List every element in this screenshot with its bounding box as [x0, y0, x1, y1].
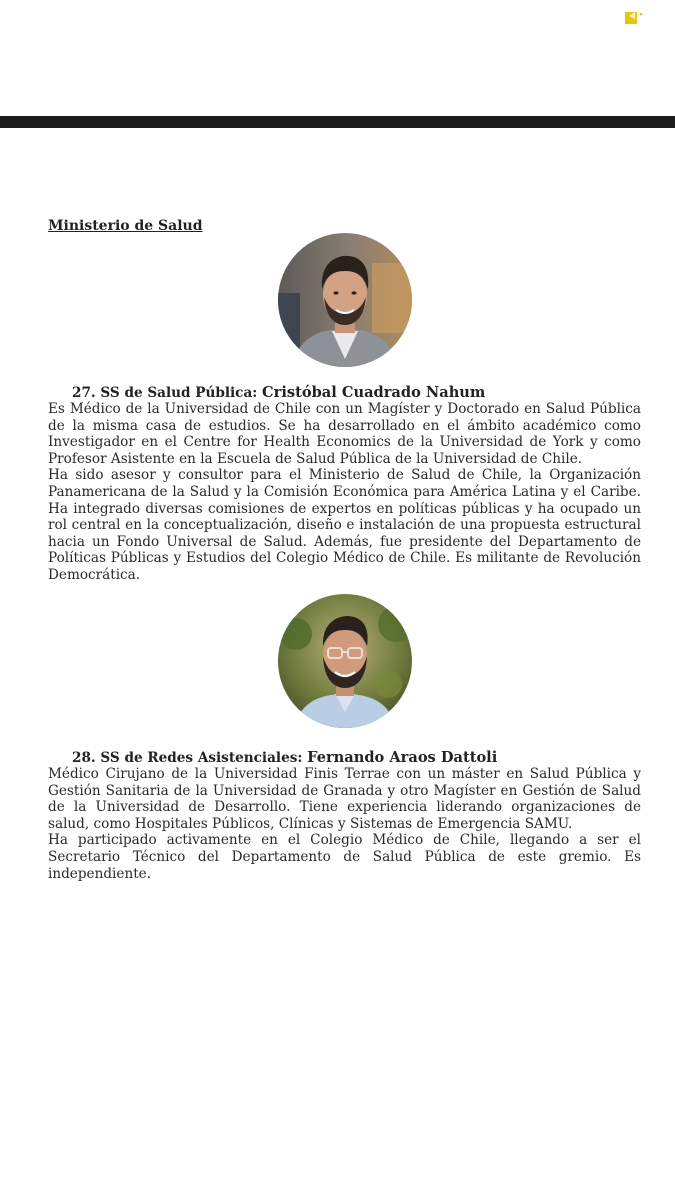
person-bio-2 — [48, 766, 641, 882]
section-title: Ministerio de Salud — [48, 218, 203, 234]
person-heading-1 — [72, 384, 485, 401]
header-divider-band — [0, 116, 675, 128]
portrait-photo-1 — [278, 233, 412, 367]
bio-paragraph: Ha participado activamente en el Colegio Médico de Chile, llegando a ser el Secretario Técnico del Departamento de Salud Pública de este gremio. Es independiente. — [48, 832, 641, 882]
bio-paragraph: Ha sido asesor y consultor para el Ministerio de Salud de Chile, la Organización Panamericana de la Salud y la Comisión Económica para América Latina y el Caribe. Ha integrado diversas comisiones de expertos en políticas públicas y ha ocupado un rol central en la conceptualización, diseño e instalación de una propuesta estructural hacia un Fondo Universal de Salud. Además, fue presidente del Departamento de Políticas Públicas y Estudios del Colegio Médico de Chile. Es militante de Revolución Democrática. — [48, 467, 641, 583]
person-heading-2 — [72, 749, 497, 766]
bio-paragraph: Es Médico de la Universidad de Chile con un Magíster y Doctorado en Salud Pública de la misma casa de estudios. Se ha desarrollado en el ámbito académico como Investigador en el Centre for Health Economics de la Universidad de York y como Profesor Asistente en la Escuela de Salud Pública de la Universidad de Chile. — [48, 401, 641, 467]
bio-paragraph: Médico Cirujano de la Universidad Finis Terrae con un máster en Salud Pública y Gestión Sanitaria de la Universidad de Granada y otro Magíster en Gestión de Salud de la Universidad de Desarrollo. Tiene experiencia liderando organizaciones de salud, como Hospitales Públicos, Clínicas y Sistemas de Emergencia SAMU. — [48, 766, 641, 832]
portrait-photo-2 — [278, 594, 412, 728]
person-role-2: 28. SS de Redes Asistenciales: — [72, 750, 308, 766]
person-bio-1 — [48, 401, 641, 584]
person-role-1: 27. SS de Salud Pública: — [72, 385, 263, 401]
person-name-2: Fernando Araos Dattoli — [307, 749, 498, 766]
brand-logo-icon — [624, 10, 644, 26]
person-name-1: Cristóbal Cuadrado Nahum — [262, 384, 486, 401]
